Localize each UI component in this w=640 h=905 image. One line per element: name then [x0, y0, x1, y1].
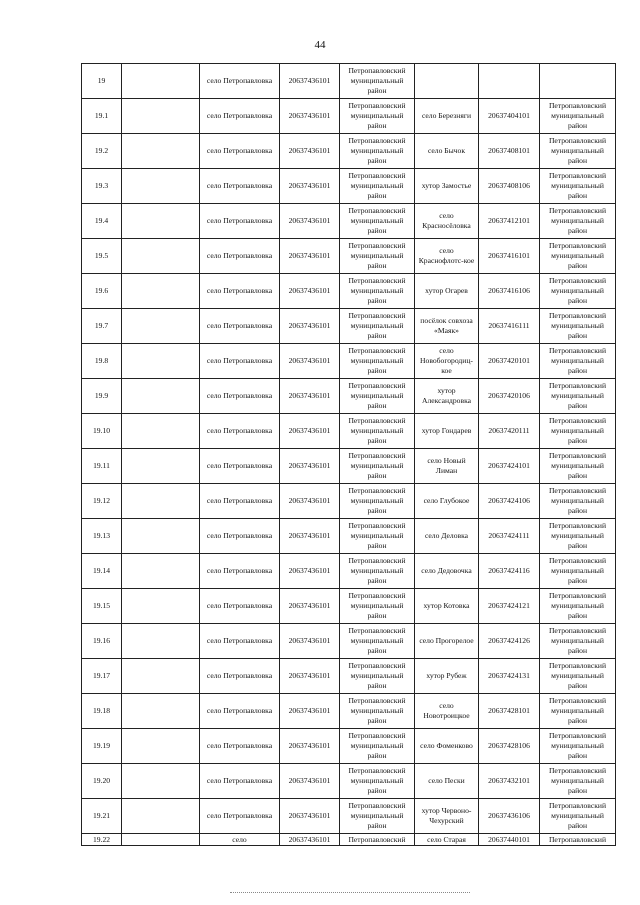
- blank-cell: [122, 834, 200, 846]
- row-number-cell: 19.2: [82, 134, 122, 169]
- page-number: 44: [314, 39, 326, 51]
- table-row: [82, 834, 616, 846]
- locality-code-cell: 20637408101: [479, 134, 540, 169]
- settlement-cell: село Петропавловка: [200, 729, 280, 764]
- locality-code-cell: 20637440101: [479, 834, 540, 846]
- row-number-cell: 19.8: [82, 344, 122, 379]
- code-cell: 20637436101: [280, 659, 340, 694]
- table-row: [82, 414, 616, 449]
- blank-cell: [122, 484, 200, 519]
- settlement-cell: село Петропавловка: [200, 519, 280, 554]
- blank-cell: [122, 624, 200, 659]
- locality-code-cell: 20637420101: [479, 344, 540, 379]
- district-cell: Петропавловский муниципальный район: [540, 379, 616, 414]
- code-cell: 20637436101: [280, 764, 340, 799]
- district-cell: Петропавловский муниципальный район: [540, 274, 616, 309]
- table-row: [82, 274, 616, 309]
- code-cell: 20637436101: [280, 624, 340, 659]
- code-cell: 20637436101: [280, 169, 340, 204]
- settlement-cell: село Петропавловка: [200, 99, 280, 134]
- locality-cell: хутор Замостье: [415, 169, 479, 204]
- table-row: [82, 624, 616, 659]
- municipality-cell: Петропавловский муниципальный район: [340, 624, 415, 659]
- locality-code-cell: 20637436106: [479, 799, 540, 834]
- municipality-cell: Петропавловский муниципальный район: [340, 274, 415, 309]
- code-cell: 20637436101: [280, 204, 340, 239]
- municipality-cell: Петропавловский: [340, 834, 415, 846]
- row-number-cell: 19.12: [82, 484, 122, 519]
- district-cell: [540, 64, 616, 99]
- locality-cell: село Красносёловка: [415, 204, 479, 239]
- code-cell: 20637436101: [280, 554, 340, 589]
- locality-code-cell: 20637420106: [479, 379, 540, 414]
- blank-cell: [122, 169, 200, 204]
- table-row: [82, 519, 616, 554]
- settlement-cell: село Петропавловка: [200, 309, 280, 344]
- locality-cell: село Новобогородиц-кое: [415, 344, 479, 379]
- locality-cell: село Фоменково: [415, 729, 479, 764]
- code-cell: 20637436101: [280, 99, 340, 134]
- row-number-cell: 19.3: [82, 169, 122, 204]
- municipality-cell: Петропавловский муниципальный район: [340, 344, 415, 379]
- district-cell: Петропавловский муниципальный район: [540, 204, 616, 239]
- settlement-cell: село Петропавловка: [200, 799, 280, 834]
- row-number-cell: 19.6: [82, 274, 122, 309]
- settlement-cell: село Петропавловка: [200, 344, 280, 379]
- municipality-cell: Петропавловский муниципальный район: [340, 239, 415, 274]
- table-body: [82, 64, 616, 846]
- blank-cell: [122, 274, 200, 309]
- locality-cell: село Старая: [415, 834, 479, 846]
- settlement-cell: село Петропавловка: [200, 414, 280, 449]
- settlement-cell: село Петропавловка: [200, 554, 280, 589]
- blank-cell: [122, 379, 200, 414]
- locality-code-cell: 20637428101: [479, 694, 540, 729]
- settlement-cell: село Петропавловка: [200, 659, 280, 694]
- municipality-cell: Петропавловский муниципальный район: [340, 659, 415, 694]
- blank-cell: [122, 764, 200, 799]
- row-number-cell: 19.21: [82, 799, 122, 834]
- settlement-cell: село Петропавловка: [200, 379, 280, 414]
- blank-cell: [122, 414, 200, 449]
- locality-code-cell: 20637424126: [479, 624, 540, 659]
- row-number-cell: 19.1: [82, 99, 122, 134]
- code-cell: 20637436101: [280, 239, 340, 274]
- table-row: [82, 344, 616, 379]
- locality-code-cell: 20637420111: [479, 414, 540, 449]
- code-cell: 20637436101: [280, 64, 340, 99]
- row-number-cell: 19.19: [82, 729, 122, 764]
- locality-code-cell: 20637428106: [479, 729, 540, 764]
- locality-cell: село Краснофлотс-кое: [415, 239, 479, 274]
- locality-cell: хутор Гондарев: [415, 414, 479, 449]
- district-cell: Петропавловский муниципальный район: [540, 624, 616, 659]
- district-cell: Петропавловский муниципальный район: [540, 659, 616, 694]
- blank-cell: [122, 554, 200, 589]
- municipality-cell: Петропавловский муниципальный район: [340, 484, 415, 519]
- locality-code-cell: 20637424111: [479, 519, 540, 554]
- district-cell: Петропавловский муниципальный район: [540, 799, 616, 834]
- code-cell: 20637436101: [280, 834, 340, 846]
- row-number-cell: 19.22: [82, 834, 122, 846]
- blank-cell: [122, 134, 200, 169]
- table-row: [82, 449, 616, 484]
- locality-cell: хутор Огарев: [415, 274, 479, 309]
- locality-cell: хутор Александровка: [415, 379, 479, 414]
- blank-cell: [122, 694, 200, 729]
- table-row: [82, 764, 616, 799]
- table-row: [82, 309, 616, 344]
- row-number-cell: 19.4: [82, 204, 122, 239]
- row-number-cell: 19.20: [82, 764, 122, 799]
- code-cell: 20637436101: [280, 729, 340, 764]
- district-cell: Петропавловский муниципальный район: [540, 344, 616, 379]
- blank-cell: [122, 344, 200, 379]
- settlement-cell: село Петропавловка: [200, 239, 280, 274]
- settlement-cell: село Петропавловка: [200, 589, 280, 624]
- municipality-cell: Петропавловский муниципальный район: [340, 134, 415, 169]
- row-number-cell: 19.9: [82, 379, 122, 414]
- municipality-cell: Петропавловский муниципальный район: [340, 694, 415, 729]
- code-cell: 20637436101: [280, 134, 340, 169]
- row-number-cell: 19.14: [82, 554, 122, 589]
- district-cell: Петропавловский муниципальный район: [540, 239, 616, 274]
- blank-cell: [122, 799, 200, 834]
- code-cell: 20637436101: [280, 694, 340, 729]
- district-cell: Петропавловский муниципальный район: [540, 99, 616, 134]
- municipality-cell: Петропавловский муниципальный район: [340, 519, 415, 554]
- district-cell: Петропавловский муниципальный район: [540, 134, 616, 169]
- code-cell: 20637436101: [280, 379, 340, 414]
- locality-cell: село Деловка: [415, 519, 479, 554]
- district-cell: Петропавловский муниципальный район: [540, 519, 616, 554]
- code-cell: 20637436101: [280, 344, 340, 379]
- table-row: [82, 589, 616, 624]
- locality-cell: село Новотроицкое: [415, 694, 479, 729]
- locality-cell: село Дедовочка: [415, 554, 479, 589]
- district-cell: Петропавловский муниципальный район: [540, 694, 616, 729]
- municipality-cell: Петропавловский муниципальный район: [340, 204, 415, 239]
- blank-cell: [122, 64, 200, 99]
- row-number-cell: 19.18: [82, 694, 122, 729]
- municipality-cell: Петропавловский муниципальный район: [340, 169, 415, 204]
- blank-cell: [122, 589, 200, 624]
- locality-code-cell: 20637408106: [479, 169, 540, 204]
- code-cell: 20637436101: [280, 274, 340, 309]
- locality-code-cell: 20637424121: [479, 589, 540, 624]
- municipality-cell: Петропавловский муниципальный район: [340, 99, 415, 134]
- settlement-cell: село Петропавловка: [200, 274, 280, 309]
- locality-code-cell: 20637412101: [479, 204, 540, 239]
- district-cell: Петропавловский: [540, 834, 616, 846]
- row-number-cell: 19: [82, 64, 122, 99]
- settlement-cell: село Петропавловка: [200, 484, 280, 519]
- locality-code-cell: [479, 64, 540, 99]
- locality-code-cell: 20637404101: [479, 99, 540, 134]
- code-cell: 20637436101: [280, 449, 340, 484]
- table-row: [82, 694, 616, 729]
- row-number-cell: 19.5: [82, 239, 122, 274]
- locality-cell: село Прогорелое: [415, 624, 479, 659]
- blank-cell: [122, 99, 200, 134]
- municipality-cell: Петропавловский муниципальный район: [340, 589, 415, 624]
- locality-cell: хутор Червоно-Чехурский: [415, 799, 479, 834]
- locality-cell: посёлок совхоза «Маяк»: [415, 309, 479, 344]
- blank-cell: [122, 204, 200, 239]
- code-cell: 20637436101: [280, 484, 340, 519]
- settlement-cell: село Петропавловка: [200, 624, 280, 659]
- settlements-table: [81, 63, 616, 846]
- locality-cell: село Березняги: [415, 99, 479, 134]
- settlement-cell: село Петропавловка: [200, 134, 280, 169]
- row-number-cell: 19.13: [82, 519, 122, 554]
- table-row: [82, 204, 616, 239]
- locality-code-cell: 20637416101: [479, 239, 540, 274]
- locality-cell: село Бычок: [415, 134, 479, 169]
- row-number-cell: 19.15: [82, 589, 122, 624]
- district-cell: Петропавловский муниципальный район: [540, 729, 616, 764]
- locality-code-cell: 20637424106: [479, 484, 540, 519]
- table-row: [82, 554, 616, 589]
- settlement-cell: село: [200, 834, 280, 846]
- table-row: [82, 659, 616, 694]
- row-number-cell: 19.16: [82, 624, 122, 659]
- table-row: [82, 169, 616, 204]
- table-row: [82, 134, 616, 169]
- locality-cell: село Новый Лиман: [415, 449, 479, 484]
- blank-cell: [122, 729, 200, 764]
- municipality-cell: Петропавловский муниципальный район: [340, 64, 415, 99]
- municipality-cell: Петропавловский муниципальный район: [340, 449, 415, 484]
- blank-cell: [122, 659, 200, 694]
- municipality-cell: Петропавловский муниципальный район: [340, 379, 415, 414]
- district-cell: Петропавловский муниципальный район: [540, 414, 616, 449]
- locality-code-cell: 20637424101: [479, 449, 540, 484]
- settlement-cell: село Петропавловка: [200, 694, 280, 729]
- district-cell: Петропавловский муниципальный район: [540, 589, 616, 624]
- district-cell: Петропавловский муниципальный район: [540, 764, 616, 799]
- table-row: [82, 484, 616, 519]
- locality-cell: хутор Рубеж: [415, 659, 479, 694]
- district-cell: Петропавловский муниципальный район: [540, 169, 616, 204]
- row-number-cell: 19.11: [82, 449, 122, 484]
- municipality-cell: Петропавловский муниципальный район: [340, 309, 415, 344]
- table-row: [82, 379, 616, 414]
- settlement-cell: село Петропавловка: [200, 169, 280, 204]
- table-row: [82, 64, 616, 99]
- locality-cell: хутор Котовка: [415, 589, 479, 624]
- code-cell: 20637436101: [280, 309, 340, 344]
- settlement-cell: село Петропавловка: [200, 449, 280, 484]
- locality-cell: [415, 64, 479, 99]
- settlement-cell: село Петропавловка: [200, 204, 280, 239]
- blank-cell: [122, 519, 200, 554]
- code-cell: 20637436101: [280, 799, 340, 834]
- blank-cell: [122, 239, 200, 274]
- settlement-cell: село Петропавловка: [200, 764, 280, 799]
- row-number-cell: 19.17: [82, 659, 122, 694]
- table-row: [82, 99, 616, 134]
- municipality-cell: Петропавловский муниципальный район: [340, 799, 415, 834]
- municipality-cell: Петропавловский муниципальный район: [340, 764, 415, 799]
- municipality-cell: Петропавловский муниципальный район: [340, 554, 415, 589]
- locality-code-cell: 20637416111: [479, 309, 540, 344]
- locality-code-cell: 20637424116: [479, 554, 540, 589]
- blank-cell: [122, 309, 200, 344]
- table-row: [82, 239, 616, 274]
- locality-cell: село Глубокое: [415, 484, 479, 519]
- code-cell: 20637436101: [280, 589, 340, 624]
- code-cell: 20637436101: [280, 414, 340, 449]
- district-cell: Петропавловский муниципальный район: [540, 554, 616, 589]
- row-number-cell: 19.10: [82, 414, 122, 449]
- row-number-cell: 19.7: [82, 309, 122, 344]
- district-cell: Петропавловский муниципальный район: [540, 309, 616, 344]
- code-cell: 20637436101: [280, 519, 340, 554]
- settlement-cell: село Петропавловка: [200, 64, 280, 99]
- locality-cell: село Пески: [415, 764, 479, 799]
- locality-code-cell: 20637424131: [479, 659, 540, 694]
- table-row: [82, 799, 616, 834]
- district-cell: Петропавловский муниципальный район: [540, 449, 616, 484]
- table-row: [82, 729, 616, 764]
- blank-cell: [122, 449, 200, 484]
- municipality-cell: Петропавловский муниципальный район: [340, 414, 415, 449]
- scan-edge-mark: [230, 892, 470, 893]
- locality-code-cell: 20637432101: [479, 764, 540, 799]
- municipality-cell: Петропавловский муниципальный район: [340, 729, 415, 764]
- locality-code-cell: 20637416106: [479, 274, 540, 309]
- district-cell: Петропавловский муниципальный район: [540, 484, 616, 519]
